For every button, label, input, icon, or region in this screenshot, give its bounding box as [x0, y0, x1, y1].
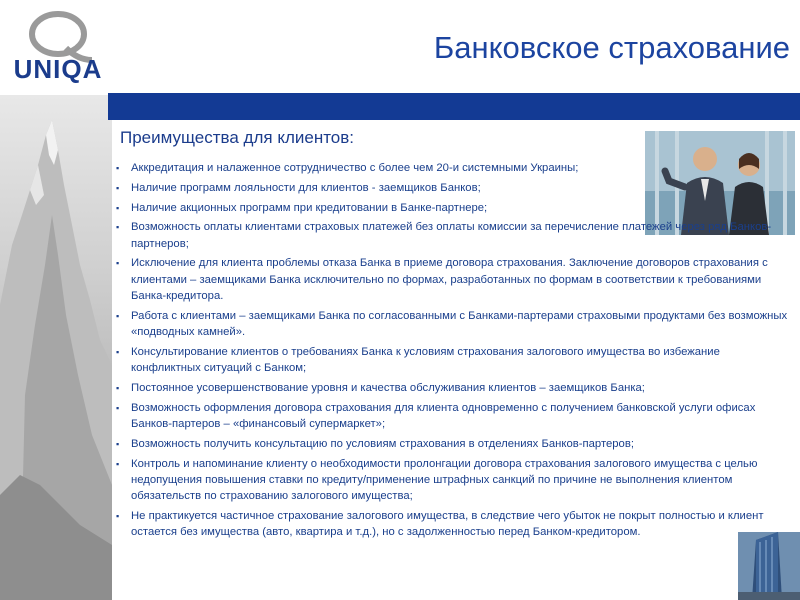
office-building-photo	[738, 532, 800, 600]
section-subtitle: Преимущества для клиентов:	[120, 128, 355, 147]
list-item: ▪ Работа с клиентами – заемщиками Банка по согласованными с Банками-партерами страховыми продуктами без возможных «подводных камней».	[116, 308, 788, 341]
list-item: ▪ Наличие программ лояльности для клиентов - заемщиков Банков;	[116, 180, 631, 196]
logo-text: UNIQA	[13, 54, 103, 84]
page-title: Банковское страхование	[433, 30, 790, 65]
list-item: ▪ Постоянное усовершенствование уровня и качества обслуживания клиентов – заемщиков Банка;	[116, 380, 788, 396]
list-item: ▪ Наличие акционных программ при кредитовании в Банке-партнере;	[116, 200, 631, 216]
list-item: ▪ Возможность оплаты клиентами страховых платежей без оплаты комиссии за перечисление платежей через ряд Банков-партнеров;	[116, 219, 788, 252]
list-item: ▪ Возможность оформления договора страхования для клиента одновременно с получением банковской услуги офисах Банков-партеров – «финансовый супермаркет»;	[116, 400, 788, 433]
list-item: ▪ Не практикуется частичное страхование залогового имущества, в следствие чего убыток не покрыт полностью и клиент остается без имущества (авто, квартира и т.д.), но с задолженностью перед Банком-кредитором.	[116, 508, 788, 541]
list-item: ▪ Контроль и напоминание клиенту о необходимости пролонгации договора страхования залогового имущества с целью недопущения повышения ставки по кредиту/применение штрафных санкций по причине не выполнения клиентом обязательств по страхованию залогового имущества;	[116, 456, 788, 505]
advantages-list	[116, 160, 788, 544]
list-item: ▪ Консультирование клиентов о требованиях Банка к условиям страхования залогового имущества во избежание конфликтных ситуаций с Банком;	[116, 344, 788, 377]
list-item: ▪ Возможность получить консультацию по условиям страхования в отделениях Банков-партеров;	[116, 436, 788, 452]
header-band	[108, 93, 800, 120]
mountain-background-image	[0, 95, 112, 600]
list-item: ▪ Аккредитация и налаженное сотрудничество с более чем 20-и системными Украины;	[116, 160, 601, 176]
list-item: ▪ Исключение для клиента проблемы отказа Банка в приеме договора страхования. Заключение договоров страхования с клиентами – заемщиками Банка исключительно по формах, разработанных по формам в соответствии к требованиями Банка-кредитора.	[116, 255, 788, 304]
